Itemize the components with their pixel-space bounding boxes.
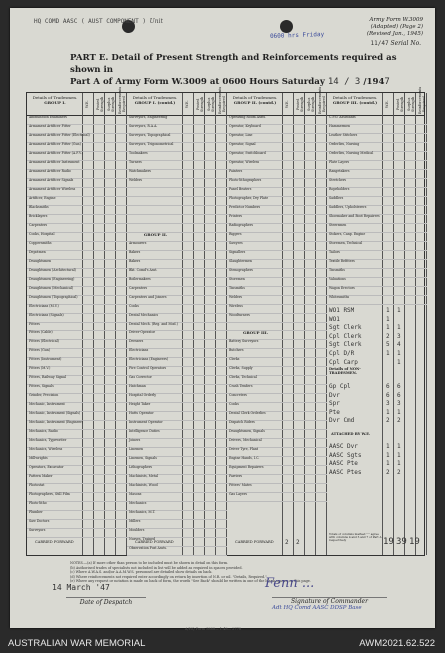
row-label: Lithographers	[129, 465, 152, 470]
row-label: Electricians (M.V.)	[29, 303, 59, 308]
note-line: (c) Where A.W.A.S. and/or A.A.M.W.S. personnel are detailed show details on back.	[70, 570, 213, 574]
row-label: Slaughtermen	[229, 258, 252, 263]
row-label: Armament Artificer Instrument	[29, 159, 80, 164]
row-label: Surveyors, Topographical	[129, 132, 171, 137]
row-line	[127, 205, 227, 206]
row-label: Electricians (Signals)	[29, 312, 64, 317]
row-label: Painters	[229, 168, 243, 173]
row-label: Artificer, Engine	[29, 195, 56, 200]
handwritten-entry: Sgt Clerk	[329, 324, 362, 332]
handwritten-we: 2	[386, 468, 390, 476]
row-label: Fire Control Operators	[129, 366, 167, 371]
unit-field	[34, 18, 163, 25]
row-label: Saddlers, Upholsterers	[329, 204, 367, 209]
row-label: Cooks	[229, 402, 239, 407]
row-line	[227, 322, 327, 323]
row-label: Armament Artificer Fitter (A.F.V.)	[29, 150, 83, 155]
column-divider	[205, 93, 216, 555]
note-line: (b) Authorised trades of specialists not included in list will be added as required in spaces provided.	[70, 565, 243, 570]
handwritten-we: 3	[386, 400, 390, 408]
handwritten-we: 1	[386, 315, 390, 323]
row-line	[327, 304, 427, 305]
handwritten-entry: AASC Pte	[329, 460, 358, 468]
row-label: Dressers	[129, 339, 144, 344]
handwritten-we: 1	[386, 307, 390, 314]
handwritten-we: 6	[386, 391, 390, 399]
row-label: Draughtsmen (Architectural)	[29, 267, 76, 272]
handwritten-we: 1	[386, 443, 390, 450]
row-label: Printers	[229, 213, 243, 218]
row-label: Radiographers	[229, 222, 253, 227]
row-label: Hospital Orderly	[129, 393, 157, 398]
row-label: Tailors	[329, 249, 340, 254]
row-label: Dental Mech. (Reg. and Mod.)	[129, 321, 178, 326]
row-label: Mechanic, Instrument	[29, 402, 65, 407]
serial-label: Serial No.	[390, 40, 421, 47]
column-header-group: GROUP III. (contd.)	[332, 100, 378, 105]
column-divider	[94, 93, 105, 555]
carried-forward-value: 2	[296, 539, 300, 546]
sub-header: Surplus Strength	[407, 96, 415, 112]
row-label: GROUP III.	[242, 330, 269, 336]
row-label: Tinsmiths	[229, 285, 245, 290]
handwritten-entry: WO1 RSM	[329, 307, 355, 314]
row-label: Machinists, Metal	[129, 474, 159, 479]
non-tradesmen-title: Details of NON-TRADESMEN.	[329, 367, 361, 375]
column-divider	[405, 93, 416, 555]
row-label: Photographers, Still Film	[29, 492, 70, 497]
row-label: Tinsmiths	[329, 267, 345, 272]
row-label: Machinists, Wood	[129, 483, 158, 488]
notes-block	[70, 561, 415, 584]
handwritten-entry: Gp Cpl	[329, 383, 351, 390]
row-label: Masons	[129, 492, 142, 497]
handwritten-posted: 2	[397, 468, 401, 476]
handwritten-entry: AASC Dvr	[329, 443, 358, 450]
form-id-line: Army Form W.3009	[369, 17, 423, 23]
row-label: Storemen	[229, 276, 245, 281]
totals-value: 19	[409, 537, 420, 547]
row-label: Operator, Switchboard	[229, 150, 266, 155]
carried-forward-label: CARRIED FORWARD	[35, 540, 74, 544]
row-label: Intelligence Duties	[129, 429, 160, 434]
row-label: Fitters (M.V.)	[29, 366, 51, 371]
handwritten-entry: Dvr	[329, 391, 340, 399]
row-label: Saw Doctors	[29, 519, 50, 524]
column-header-title: Details of Tradesmen.	[332, 95, 378, 100]
handwritten-entry: Cpl Carp	[329, 358, 358, 366]
totals-label: Totals of columns marked " " agree with columns 4 and 5 and 7 of Part A respectively	[329, 532, 382, 543]
row-label: Fitters' Mates	[229, 483, 252, 488]
row-label: Armament Artificer Radio	[29, 168, 71, 173]
column-divider	[283, 93, 294, 555]
handwritten-we: 2	[386, 417, 390, 425]
title-year-prefix: /194	[363, 77, 385, 87]
row-label: Clerks, Supply	[229, 366, 253, 371]
row-label: Panel Beaters	[229, 186, 252, 191]
row-line	[127, 196, 227, 197]
row-label: Ropeholders	[329, 186, 350, 191]
row-label: Concreters	[229, 393, 247, 398]
handwritten-posted: 1	[397, 350, 401, 357]
serial-number	[371, 40, 422, 47]
row-label: Orderlies, Nursing	[329, 141, 360, 146]
row-label: Surveyors, Engineering	[129, 115, 168, 119]
row-label: Dispatch Riders	[229, 420, 255, 425]
row-label: Nurses, Trained	[129, 537, 156, 541]
row-label: Armament Artificer Fitter (Electrical)	[29, 132, 90, 137]
printer-line: A/HQ Form 5888— 1:48— 2778	[185, 627, 242, 631]
row-label: Armourers	[129, 240, 147, 245]
handwritten-posted: 1	[397, 307, 401, 314]
row-label: Dental Mechanics	[129, 312, 159, 317]
despatch-label: Date of Despatch	[66, 597, 146, 606]
attached-title: ATTACHED BY W.E.	[331, 432, 371, 436]
row-label: Coppersmiths	[29, 240, 52, 245]
row-label: Rangetakers	[329, 168, 350, 173]
row-label: Mechanics, Radio	[29, 429, 58, 434]
unit-label: Unit	[149, 18, 163, 25]
row-label: Operator, Signal	[229, 141, 256, 146]
row-label: Armament Artificer Fitter (Gun)	[29, 141, 81, 146]
column-divider	[416, 86, 427, 555]
column-header-group: GROUP I.	[44, 100, 66, 105]
row-label: Plumber	[29, 510, 43, 515]
row-label: Mechanics, Wireless	[29, 447, 63, 452]
handwritten-posted: 3	[397, 332, 401, 340]
row-label: Draughtsmen	[29, 258, 52, 263]
handwritten-posted: 1	[397, 358, 401, 366]
row-label: Cooks, Hospital	[29, 231, 55, 236]
row-label: Dental Clerk Orderlies	[229, 411, 266, 416]
column-header-title: Details of Tradesmen.	[32, 95, 78, 100]
carried-forward-value: 2	[285, 539, 289, 546]
row-label: GROUP II.	[143, 231, 168, 237]
row-label: Valuations	[329, 276, 346, 281]
row-label: Shoemaker and Boot Repairers	[329, 213, 380, 218]
row-label: Steersmen	[329, 222, 347, 227]
column-header-title: Details of Tradesmen.	[232, 95, 278, 100]
row-label: Drivers, Mechanical	[229, 438, 262, 443]
handwritten-entry: Spr	[329, 400, 340, 408]
handwritten-we: 1	[386, 451, 390, 459]
sub-header: Surplus Strength	[107, 96, 115, 112]
strength-table	[26, 86, 426, 556]
row-label: Saddlers	[329, 195, 344, 200]
row-label: Bricklayers	[29, 213, 48, 218]
sub-header: Surplus Strength	[207, 96, 215, 112]
row-label: Draughtsmen (Engineering)	[29, 276, 75, 281]
row-label: Signallers	[229, 249, 246, 254]
row-label: Plate Layers	[329, 159, 350, 164]
row-label: Fitters	[29, 321, 40, 326]
handwritten-posted: 1	[397, 460, 401, 468]
row-label: Bakers	[129, 258, 141, 263]
row-label: Photostat	[29, 483, 45, 488]
row-label: Fitters (Cable)	[29, 330, 53, 335]
row-line	[227, 501, 327, 502]
row-label: Stretchers	[329, 177, 347, 182]
note-line: (d) Where reinforcements not required enter accordingly on return by insertion of N.R. or nil. "Details, Required."	[70, 574, 267, 579]
row-label: Storemen, Technical	[329, 240, 363, 245]
handwritten-posted: 3	[397, 400, 401, 408]
archive-footer	[0, 633, 445, 653]
sub-header: Posted Strength	[296, 96, 304, 112]
column-divider	[294, 93, 305, 555]
row-line	[27, 537, 127, 538]
column-header-title: Details of Tradesmen.	[132, 95, 178, 100]
row-label: Driver-Operator	[129, 330, 156, 335]
column-divider	[116, 86, 127, 555]
row-label: Gas Layers	[229, 492, 247, 497]
row-line	[127, 223, 227, 224]
signature-caption: Signature of Commander	[272, 597, 387, 605]
carried-forward-label: CARRIED FORWARD	[135, 540, 174, 544]
sub-header: W.E.	[85, 100, 89, 108]
sub-header: Reinforcements Required	[418, 86, 426, 114]
handwritten-posted: 1	[397, 324, 401, 332]
row-line	[127, 555, 227, 556]
row-label: Welders	[229, 294, 243, 299]
row-label: Leather Stitchers	[329, 132, 358, 137]
blue-stamp: 0600 hrs Friday	[269, 31, 325, 40]
handwritten-posted: 1	[397, 451, 401, 459]
row-label: Observation Post Assts.	[129, 545, 168, 550]
row-label: Millwrights	[29, 456, 48, 461]
row-label: Clerks, Technical	[229, 375, 257, 380]
note-line: (e) Where any request or notation is made on back of form, the words "See Back" should be written in one of the blank spaces on this page.	[70, 579, 311, 583]
row-label: Mechanics, Typewriter	[29, 438, 67, 443]
row-label: Millers	[129, 519, 141, 524]
row-label: Driver Tyre, Plant	[229, 447, 259, 452]
column-divider	[183, 93, 194, 555]
row-label: Predictor Numbers	[229, 204, 261, 209]
sub-header: Surplus Strength	[307, 96, 315, 112]
row-label: Operators, Excavator	[29, 465, 64, 470]
row-label: Ammunition Examiners	[29, 115, 67, 119]
handwritten-posted: 1	[397, 408, 401, 416]
title-line-1: PART E. Detail of Present Strength and Reinforcements required as shown in	[70, 53, 397, 75]
handwritten-posted: 6	[397, 383, 401, 390]
handwritten-entry: AASC Ptes	[329, 468, 362, 476]
row-label: Grinder, Precision	[29, 393, 59, 398]
handwritten-posted: 1	[397, 443, 401, 450]
row-label: Mechanic, Instrument (Engineer)	[29, 420, 84, 425]
sub-header: Posted Strength	[396, 96, 404, 112]
row-label: Engine Hands, I.C.	[229, 456, 260, 461]
column-divider	[105, 93, 116, 555]
handwritten-entry: Dvr Cmd	[329, 417, 355, 425]
row-label: Fitters (Electrical)	[29, 339, 59, 344]
row-label: Cooks	[129, 303, 139, 308]
row-label: C.P.O. Assistants	[329, 115, 356, 119]
row-label: Mechanics, M.T.	[129, 510, 156, 515]
row-label: Operator, Wireless	[229, 159, 260, 164]
row-label: Boilermakers	[129, 276, 151, 281]
row-label: Fitters, Signals	[29, 384, 54, 389]
row-label: Armament Artificer Fitter	[29, 123, 71, 128]
unit-value: HQ COMD AASC ( AUST COMPONENT )	[34, 18, 146, 25]
row-label: Fitters, Railway Signal	[29, 375, 66, 380]
sub-header: Reinforcements Required	[118, 86, 126, 114]
row-label: Operating Room Assts.	[229, 115, 267, 119]
row-label: Watchmakers	[129, 168, 151, 173]
archive-name: AUSTRALIAN WAR MEMORIAL	[8, 638, 146, 649]
row-label: Wagon Erectors	[329, 285, 355, 290]
row-label: Draughtsmen, Signals	[229, 429, 265, 434]
handwritten-entry: Cpl Clerk	[329, 332, 362, 340]
row-label: Turners	[129, 159, 142, 164]
row-label: Pattern Maker	[29, 474, 53, 479]
row-label: Carpenters	[29, 222, 48, 227]
sub-header: W.E.	[185, 100, 189, 108]
row-label: Woodturners	[229, 312, 250, 317]
row-line	[127, 214, 227, 215]
handwritten-we: 5	[386, 341, 390, 349]
row-label: Mechanic, Instrument (Signals)	[29, 411, 81, 416]
sub-header: Reinforcements Required	[218, 86, 226, 114]
row-label: Hatchman	[129, 384, 146, 389]
handwritten-entry: WO1	[329, 315, 340, 323]
row-label: Operator, Keyboard	[229, 123, 261, 128]
column-header-group: GROUP II. (contd.)	[233, 100, 277, 105]
row-label: Photographer, Dry Plate	[229, 195, 269, 200]
column-divider	[216, 86, 227, 555]
punch-hole-right	[280, 20, 293, 33]
row-label: Bakers	[129, 249, 141, 254]
row-label: Carpenters	[129, 285, 148, 290]
row-label: Blacksmiths	[29, 204, 49, 209]
row-label: Mechanics	[129, 501, 147, 506]
form-id-line: (Revised Jan., 1945)	[366, 31, 423, 37]
row-label: Riggers	[229, 231, 242, 236]
column-divider	[194, 93, 205, 555]
row-label: Butchers	[229, 348, 244, 353]
title-date-handwritten: 14 / 3	[327, 77, 361, 87]
handwritten-posted: 6	[397, 391, 401, 399]
row-label: Armament Artificer Signals	[29, 177, 74, 182]
row-label: Whitesmiths	[329, 294, 350, 299]
row-label: Stokers, Canp. Engine	[329, 231, 366, 236]
row-label: Fitters (Gun)	[29, 348, 50, 353]
title-line-2-text: Part A of Army Form W.3009 at 0600 Hours Saturday	[70, 77, 325, 87]
row-label: Equipment Repairers	[229, 465, 264, 470]
row-label: Sawyers	[229, 240, 243, 245]
handwritten-we: 1	[386, 408, 390, 416]
note-line: NOTES.—(a) If more other than person to be included must be shown in detail on this form.	[70, 561, 229, 565]
row-line	[127, 187, 227, 188]
handwritten-posted: 4	[397, 341, 401, 349]
row-label: Instrument Operator	[129, 420, 163, 425]
row-label: Photo-litho	[29, 501, 47, 506]
despatch-date: 14 March '47	[52, 583, 110, 592]
totals-value: 39	[396, 537, 407, 547]
handwritten-we: 1	[386, 350, 390, 357]
row-label: Draughtsmen (Topographical)	[29, 294, 78, 299]
row-label: Stenographers	[229, 267, 253, 272]
signature-stamp: Adt HQ Comd AASC DDSP Base	[272, 605, 362, 611]
row-label: Wireless	[229, 303, 243, 308]
row-label: Battery Surveyors	[229, 339, 259, 344]
part-e-title	[70, 52, 410, 88]
row-label: Hammermen	[329, 123, 351, 128]
row-label: Bkt. Comd's Asst.	[129, 267, 158, 272]
row-label: Moulders	[129, 528, 145, 533]
row-label: Photo-lithographers	[229, 177, 262, 182]
row-label: Carpenters and Joiners	[129, 294, 167, 299]
totals-value: 19	[383, 537, 394, 547]
handwritten-we: 1	[386, 460, 390, 468]
row-label: Joiners	[129, 438, 141, 443]
row-label: Linemen	[129, 447, 144, 452]
row-label: Hutts Operator	[129, 411, 154, 416]
sub-header: Posted Strength	[96, 96, 104, 112]
row-label: Linemen, Signals	[129, 456, 157, 461]
sub-header: W.E.	[385, 100, 389, 108]
handwritten-we: 6	[386, 383, 390, 390]
row-label: Orderlies, Nursing Medical	[329, 150, 374, 155]
row-label: Armament Artificer Wireless	[29, 186, 76, 191]
carried-forward-label: CARRIED FORWARD	[235, 540, 274, 544]
commander-signature: Fenn ...	[265, 576, 315, 591]
row-label: Draughtsmen (Mechanical)	[29, 285, 74, 290]
serial-value: 11/47	[370, 40, 389, 47]
handwritten-posted: 2	[397, 417, 401, 425]
row-label: Crash Tenders	[229, 384, 253, 389]
row-label: Textile Refitters	[329, 258, 355, 263]
handwritten-we: 2	[386, 332, 390, 340]
form-sheet	[10, 8, 435, 631]
archive-id: AWM2021.62.522	[359, 638, 435, 649]
handwritten-entry: Cpl D/R	[329, 350, 355, 357]
handwritten-we: 1	[386, 324, 390, 332]
column-divider	[83, 93, 94, 555]
row-label: Fitters (Instrument)	[29, 357, 62, 362]
title-year-handwritten: 7	[384, 77, 390, 87]
row-label: Surveyors, Trigonometrical	[129, 141, 174, 146]
row-label: Height Taker	[129, 402, 151, 407]
form-id-line: (Adapted) (Page 2)	[370, 24, 423, 30]
sub-header: Reinforcements Required	[318, 86, 326, 114]
form-identifier	[367, 17, 423, 38]
handwritten-entry: Pte	[329, 408, 340, 416]
row-label: Electricians (Engineers)	[129, 357, 169, 362]
row-label: Depotmen	[29, 249, 46, 254]
sub-header: Posted Strength	[196, 96, 204, 112]
column-header-group: GROUP I. (contd.)	[134, 100, 176, 105]
column-divider	[305, 93, 316, 555]
row-label: Clerks	[229, 357, 240, 362]
row-label: Gas Corrector	[129, 375, 152, 380]
row-label: Toolmakers	[129, 150, 148, 155]
row-label: Surveyors, R.A.A.	[129, 123, 158, 128]
row-label: Farriers	[229, 474, 243, 479]
column-divider	[316, 86, 327, 555]
sub-header: W.E.	[285, 100, 289, 108]
row-label: Welders	[129, 177, 143, 182]
row-label: Operator, Line	[229, 132, 253, 137]
handwritten-entry: Sgt Clerk	[329, 341, 362, 349]
row-label: Surveyors	[29, 528, 46, 533]
handwritten-entry: AASC Sgts	[329, 451, 362, 459]
row-label: Electricians	[129, 348, 149, 353]
